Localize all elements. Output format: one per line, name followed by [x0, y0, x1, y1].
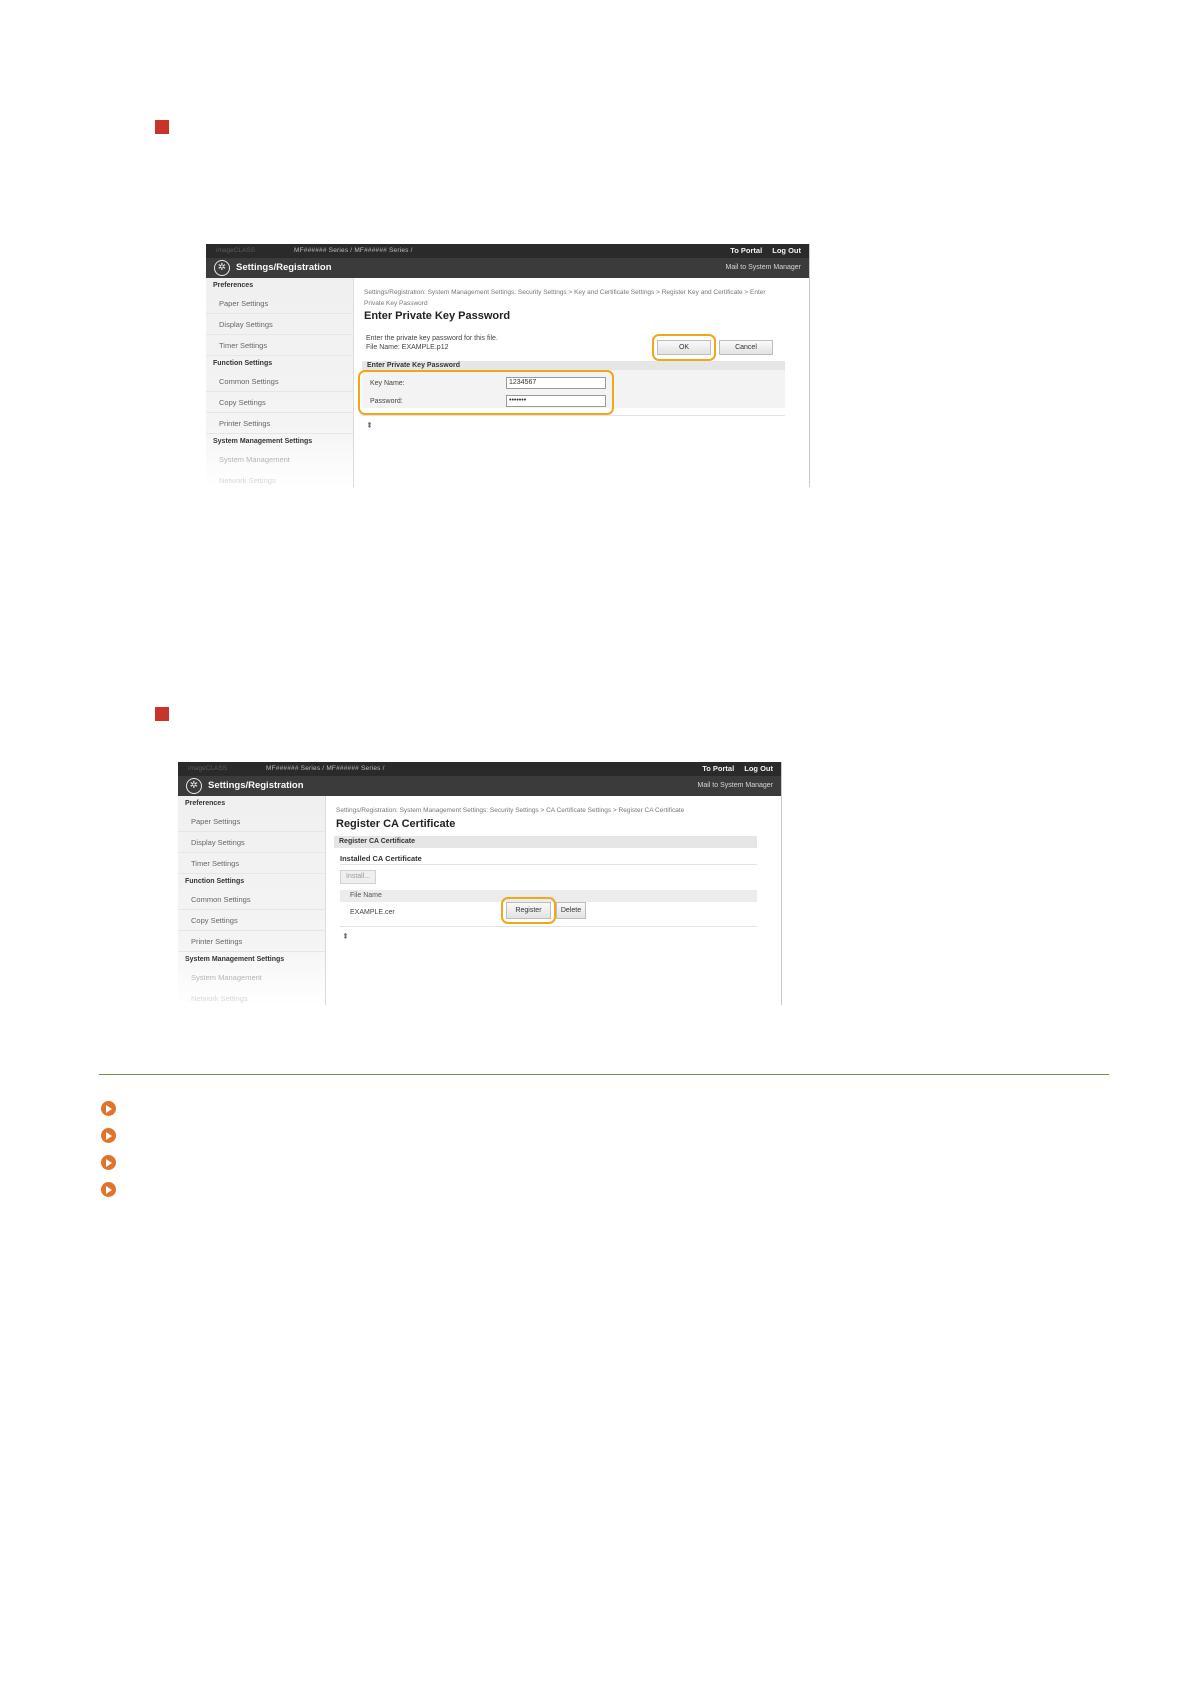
screenshot-enter-private-key-password	[206, 244, 810, 487]
key-name-label: Key Name:	[370, 380, 405, 387]
divider	[340, 864, 757, 865]
link-arrow-icon[interactable]	[101, 1155, 116, 1170]
install-button[interactable]: Install...	[340, 870, 376, 884]
sidebar-item-display-settings[interactable]: Display Settings	[178, 832, 325, 853]
sidebar-item-system-management[interactable]: System Management	[191, 973, 262, 982]
breadcrumb: Settings/Registration: System Management Settings: Security Settings > Key and Certificate Settings > Register Key and Certificate > Enter Private Key Password	[364, 289, 766, 307]
installed-ca-heading: Installed CA Certificate	[340, 854, 422, 863]
section-marker	[155, 120, 169, 134]
app-title: Settings/Registration	[236, 262, 332, 273]
key-name-input[interactable]: 1234567	[506, 377, 606, 389]
link-arrow-icon[interactable]	[101, 1182, 116, 1197]
sidebar-item-display-settings[interactable]: Display Settings	[206, 314, 353, 335]
sidebar	[178, 796, 326, 1005]
sidebar-item-system-management[interactable]: System Management	[219, 455, 290, 464]
log-out-link[interactable]: Log Out	[772, 246, 801, 255]
password-label: Password:	[370, 398, 403, 405]
settings-logo-icon: ✲	[214, 260, 230, 276]
mail-to-system-manager-link[interactable]: Mail to System Manager	[697, 782, 773, 789]
section-marker	[155, 707, 169, 721]
cancel-button[interactable]: Cancel	[719, 340, 773, 355]
model-name: MF###### Series / MF###### Series /	[294, 247, 413, 254]
sidebar-heading: Preferences	[213, 282, 254, 289]
main-content	[354, 278, 809, 487]
top-bar	[178, 762, 781, 776]
sidebar-item-timer-settings[interactable]: Timer Settings	[178, 853, 325, 874]
sidebar-item-common-settings[interactable]: Common Settings	[206, 371, 353, 392]
to-portal-link[interactable]: To Portal	[730, 246, 763, 255]
model-prefix: imageCLASS	[188, 765, 228, 772]
sidebar-heading: Function Settings	[185, 878, 245, 885]
section-header: Register CA Certificate	[334, 836, 757, 848]
page-title: Register CA Certificate	[336, 818, 456, 830]
file-name-line: File Name: EXAMPLE.p12	[366, 344, 449, 351]
to-top-icon[interactable]: ⇞	[342, 932, 349, 941]
sidebar-heading: Preferences	[185, 800, 226, 807]
main-content	[326, 796, 781, 1005]
sidebar-item-network-settings[interactable]: Network Settings	[191, 994, 248, 1003]
model-prefix: imageCLASS	[216, 247, 256, 254]
highlight-register	[501, 897, 556, 924]
title-bar	[178, 776, 781, 796]
delete-button[interactable]: Delete	[556, 902, 586, 919]
highlight-fields	[358, 370, 614, 415]
register-button[interactable]: Register	[506, 902, 551, 919]
ok-button[interactable]: OK	[657, 340, 711, 355]
to-top-icon[interactable]: ⇞	[366, 421, 373, 430]
app-title: Settings/Registration	[208, 780, 304, 791]
link-arrow-icon[interactable]	[101, 1128, 116, 1143]
sidebar-item-copy-settings[interactable]: Copy Settings	[206, 392, 353, 413]
sidebar-item-copy-settings[interactable]: Copy Settings	[178, 910, 325, 931]
log-out-link[interactable]: Log Out	[744, 764, 773, 773]
settings-logo-icon: ✲	[186, 778, 202, 794]
breadcrumb: Settings/Registration: System Management Settings: Security Settings > CA Certificate Settings > Register CA Certificate	[336, 807, 685, 814]
file-name-header: File Name	[340, 890, 757, 902]
divider	[340, 926, 757, 927]
sidebar-item-paper-settings[interactable]: Paper Settings	[206, 293, 353, 314]
password-input[interactable]: •••••••	[506, 395, 606, 407]
sidebar-item-paper-settings[interactable]: Paper Settings	[178, 811, 325, 832]
top-bar	[206, 244, 809, 258]
instruction-line: Enter the private key password for this file.	[366, 335, 498, 342]
instruction-text	[366, 334, 498, 352]
sidebar-item-printer-settings[interactable]: Printer Settings	[206, 413, 353, 434]
sidebar-heading: Function Settings	[213, 360, 273, 367]
sidebar-item-printer-settings[interactable]: Printer Settings	[178, 931, 325, 952]
page-title: Enter Private Key Password	[364, 310, 511, 322]
sidebar-item-network-settings[interactable]: Network Settings	[219, 476, 276, 485]
model-name: MF###### Series / MF###### Series /	[266, 765, 385, 772]
related-links-divider	[99, 1074, 1109, 1075]
title-bar	[206, 258, 809, 278]
section-header: Enter Private Key Password	[362, 361, 785, 370]
sidebar-heading: System Management Settings	[213, 438, 313, 445]
screenshot-register-ca-certificate	[178, 762, 782, 1005]
sidebar-heading: System Management Settings	[185, 956, 285, 963]
sidebar	[206, 278, 354, 487]
divider	[362, 415, 785, 416]
sidebar-item-common-settings[interactable]: Common Settings	[178, 889, 325, 910]
to-portal-link[interactable]: To Portal	[702, 764, 735, 773]
sidebar-item-timer-settings[interactable]: Timer Settings	[206, 335, 353, 356]
link-arrow-icon[interactable]	[101, 1101, 116, 1116]
mail-to-system-manager-link[interactable]: Mail to System Manager	[725, 264, 801, 271]
certificate-file-name: EXAMPLE.cer	[350, 909, 395, 916]
